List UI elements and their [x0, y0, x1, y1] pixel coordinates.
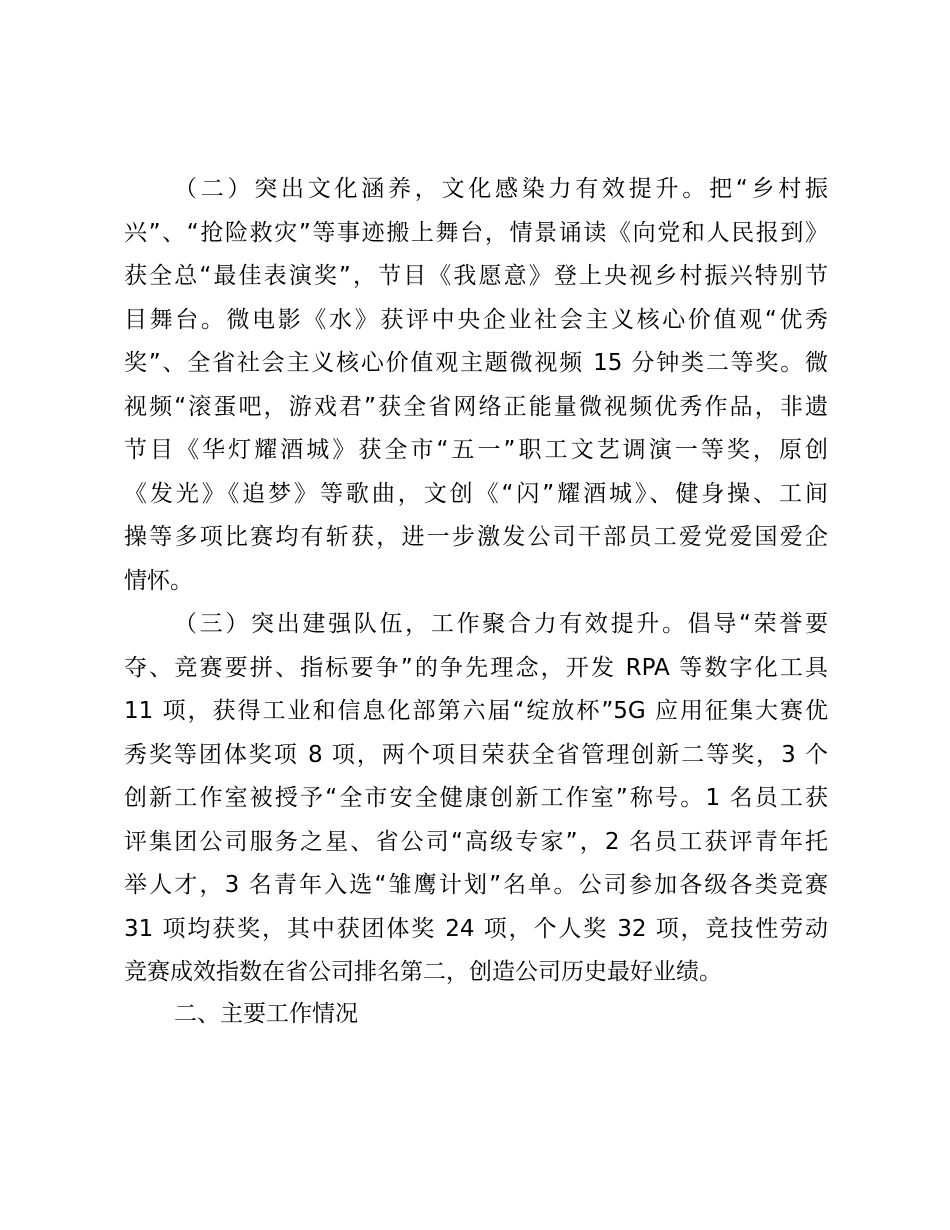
paragraph-1-line-8: 《发光》《追梦》等歌曲，文创《“闪”耀酒城》、健身操、工间: [124, 480, 828, 507]
paragraph-1-line-4: 目舞台。微电影《水》获评中央企业社会主义核心价值观“优秀: [124, 306, 828, 333]
paragraph-2-line-2: 夺、竞赛要拼、指标要争”的争先理念，开发 RPA 等数字化工具: [124, 654, 828, 681]
paragraph-1-line-7: 节目《华灯耀酒城》获全市“五一”职工文艺调演一等奖，原创: [124, 437, 828, 463]
paragraph-1-line-10: 情怀。: [124, 567, 193, 594]
paragraph-2-line-9: 竞赛成效指数在省公司排名第二，创造公司历史最好业绩。: [124, 959, 722, 985]
paragraph-1-line-5: 奖”、全省社会主义核心价值观主题微视频 15 分钟类二等奖。微: [124, 350, 828, 376]
paragraph-2-line-6: 评集团公司服务之星、省公司“高级专家”，2 名员工获评青年托: [124, 828, 828, 855]
paragraph-2-line-7: 举人才，3 名青年入选“雏鹰计划”名单。公司参加各级各类竞赛: [124, 872, 828, 898]
paragraph-2-line-5: 创新工作室被授予“全市安全健康创新工作室”称号。1 名员工获: [124, 785, 828, 811]
paragraph-1-line-6: 视频“滚蛋吧，游戏君”获全省网络正能量微视频优秀作品，非遗: [124, 393, 828, 420]
paragraph-1-line-9: 操等多项比赛均有斩获，进一步激发公司干部员工爱党爱国爱企: [124, 524, 828, 550]
paragraph-1-line-1: （二）突出文化涵养，文化感染力有效提升。把“乡村振: [174, 176, 828, 202]
paragraph-1-line-2: 兴”、“抢险救灾”等事迹搬上舞台，情景诵读《向党和人民报到》: [124, 219, 828, 246]
body-text: [124, 168, 828, 995]
paragraph-2-line-3: 11 项，获得工业和信息化部第六届“绽放杯”5G 应用征集大赛优: [124, 698, 828, 724]
section-heading: 二、主要工作情况: [174, 1001, 358, 1027]
paragraph-2-line-4: 秀奖等团体奖项 8 项，两个项目荣获全省管理创新二等奖，3 个: [124, 741, 828, 768]
paragraph-2-line-1: （三）突出建强队伍，工作聚合力有效提升。倡导“荣誉要: [174, 611, 828, 637]
paragraph-2-line-8: 31 项均获奖，其中获团体奖 24 项，个人奖 32 项，竞技性劳动: [124, 915, 828, 942]
paragraph-1-line-3: 获全总“最佳表演奖”，节目《我愿意》登上央视乡村振兴特别节: [124, 263, 828, 289]
